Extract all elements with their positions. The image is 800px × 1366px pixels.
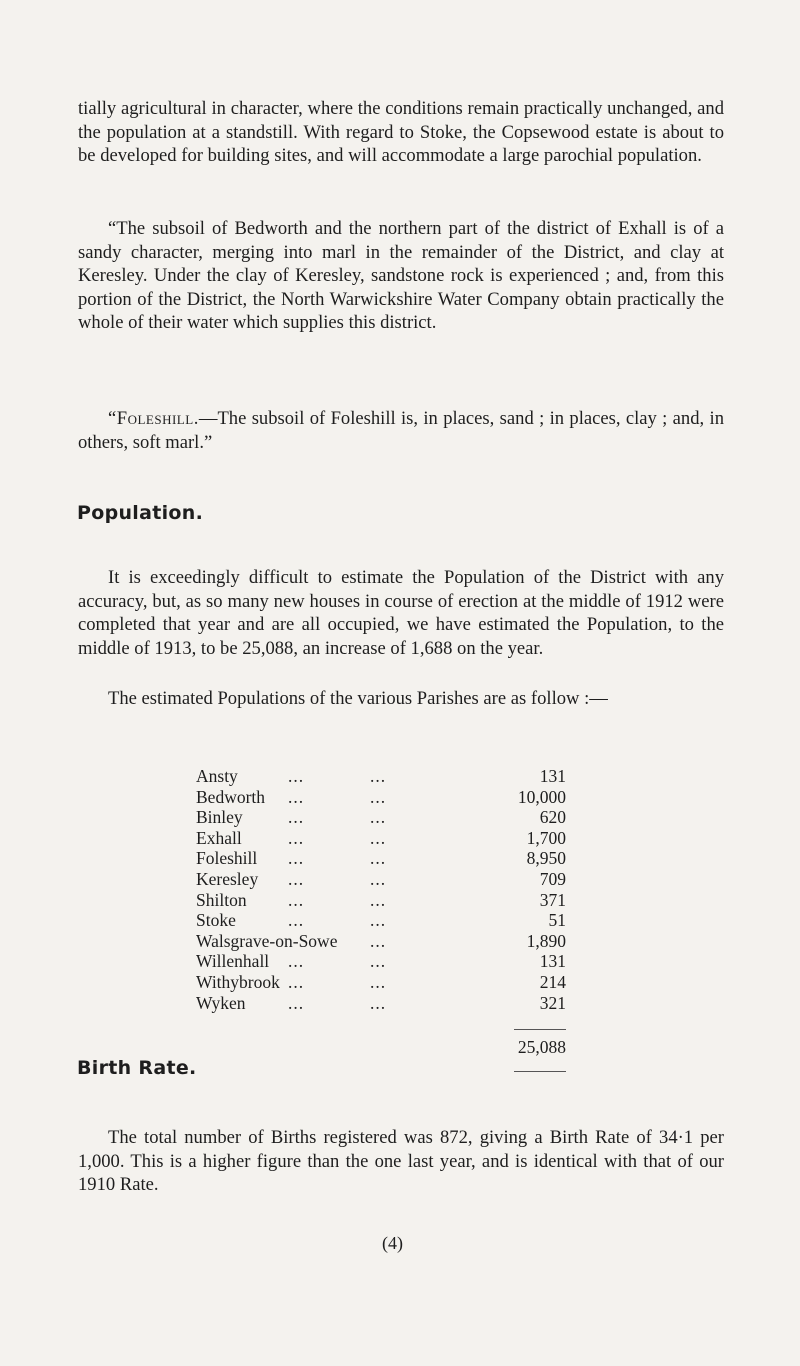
paragraph-stoke: tially agricultural in character, where the conditions remain practically unchanged, and the population at a standstill. With regard to Stoke, the Copsewood estate is about to be developed for building sites, and will accommodate a large parochial population. (78, 98, 724, 166)
table-row (196, 951, 576, 972)
parish-name: Willenhall (196, 951, 270, 972)
leader-dots: ... (288, 868, 305, 889)
leader-dots: ... (288, 848, 305, 869)
paragraph-parishes-intro: The estimated Populations of the various Parishes are as follow :— (108, 688, 608, 709)
table-row (196, 828, 576, 849)
table-row (196, 766, 576, 787)
parish-population: 214 (539, 971, 566, 992)
leader-dots: ... (370, 827, 387, 848)
parish-population: 10,000 (517, 786, 566, 807)
table-row (196, 910, 576, 931)
parish-population: 1,700 (526, 827, 566, 848)
table-row (196, 993, 576, 1014)
leader-dots: ... (288, 807, 305, 828)
leader-dots: ... (288, 889, 305, 910)
population-total: 25,088 (517, 1037, 566, 1058)
birth-rate-heading: Birth Rate. (77, 1057, 197, 1079)
leader-dots: ... (288, 766, 305, 786)
leader-dots: ... (288, 827, 305, 848)
leader-dots: ... (288, 910, 305, 931)
parish-population: 620 (539, 807, 566, 828)
leader-dots: ... (370, 951, 387, 972)
leader-dots: ... (370, 848, 387, 869)
leader-dots: ... (370, 971, 387, 992)
parish-name: Bedworth (196, 786, 266, 807)
parish-population: 131 (539, 766, 566, 786)
parish-population: 709 (539, 868, 566, 889)
table-row (196, 931, 576, 952)
leader-dots: ... (370, 868, 387, 889)
parish-name: Foleshill (196, 848, 258, 869)
paragraph-foleshill (78, 407, 724, 454)
total-rule-bottom (514, 1071, 566, 1072)
parish-population: 51 (548, 910, 566, 931)
leader-dots: ... (370, 786, 387, 807)
parish-name: Wyken (196, 992, 246, 1013)
table-row (196, 890, 576, 911)
parish-name: Stoke (196, 910, 236, 931)
population-heading: Population. (77, 502, 204, 524)
table-row (196, 869, 576, 890)
leader-dots: ... (370, 766, 387, 786)
parish-population: 131 (539, 951, 566, 972)
parish-name: Ansty (196, 766, 238, 786)
leader-dots: ... (288, 971, 305, 992)
parish-name: Exhall (196, 827, 242, 848)
parish-population: 8,950 (526, 848, 566, 869)
foleshill-heading: “Foleshill. (108, 408, 199, 429)
leader-dots: ... (370, 910, 387, 931)
table-row (196, 848, 576, 869)
table-row (196, 787, 576, 808)
table-row (196, 972, 576, 993)
leader-dots: ... (288, 786, 305, 807)
parish-name: Shilton (196, 889, 247, 910)
parish-population: 321 (539, 992, 566, 1013)
table-row (196, 807, 576, 828)
leader-dots: ... (370, 992, 387, 1013)
leader-dots: ... (370, 889, 387, 910)
parish-name: Walsgrave-on-Sowe (196, 930, 338, 951)
parish-name: Keresley (196, 868, 259, 889)
parish-population: 1,890 (526, 930, 566, 951)
leader-dots: ... (370, 807, 387, 828)
paragraph-birth-rate: The total number of Births registered was 872, giving a Birth Rate of 34·1 per 1,000. This is a higher figure than the one last year, and is identical with that of our 1910 Rate. (78, 1127, 724, 1195)
leader-dots: ... (370, 930, 387, 951)
parish-name: Binley (196, 807, 243, 828)
leader-dots: ... (288, 992, 305, 1013)
parish-name: Withybrook (196, 971, 280, 992)
page-number: (4) (382, 1233, 403, 1253)
paragraph-population: It is exceedingly difficult to estimate the Population of the District with any accuracy, but, as so many new houses in course of erection at the middle of 1912 were completed that year and are all occupied, we have estimated the Population, to the middle of 1913, to be 25,088, an increase of 1,688 on the year. (78, 567, 724, 659)
parish-population: 371 (539, 889, 566, 910)
parish-population-table (196, 766, 576, 1058)
leader-dots: ... (288, 951, 305, 972)
total-rule-top (514, 1029, 566, 1030)
foleshill-text: —The subsoil of Foleshill is, in places, sand ; in places, clay ; and, in others, soft marl.” (78, 408, 724, 453)
paragraph-subsoil: “The subsoil of Bedworth and the northern part of the district of Exhall is of a sandy character, merging into marl in the remainder of the District, and clay at Keresley. Under the clay of Keresley, sandstone rock is experienced ; and, from this portion of the District, the North Warwickshire Water Company obtain practically the whole of their water which supplies this district. (78, 218, 724, 333)
